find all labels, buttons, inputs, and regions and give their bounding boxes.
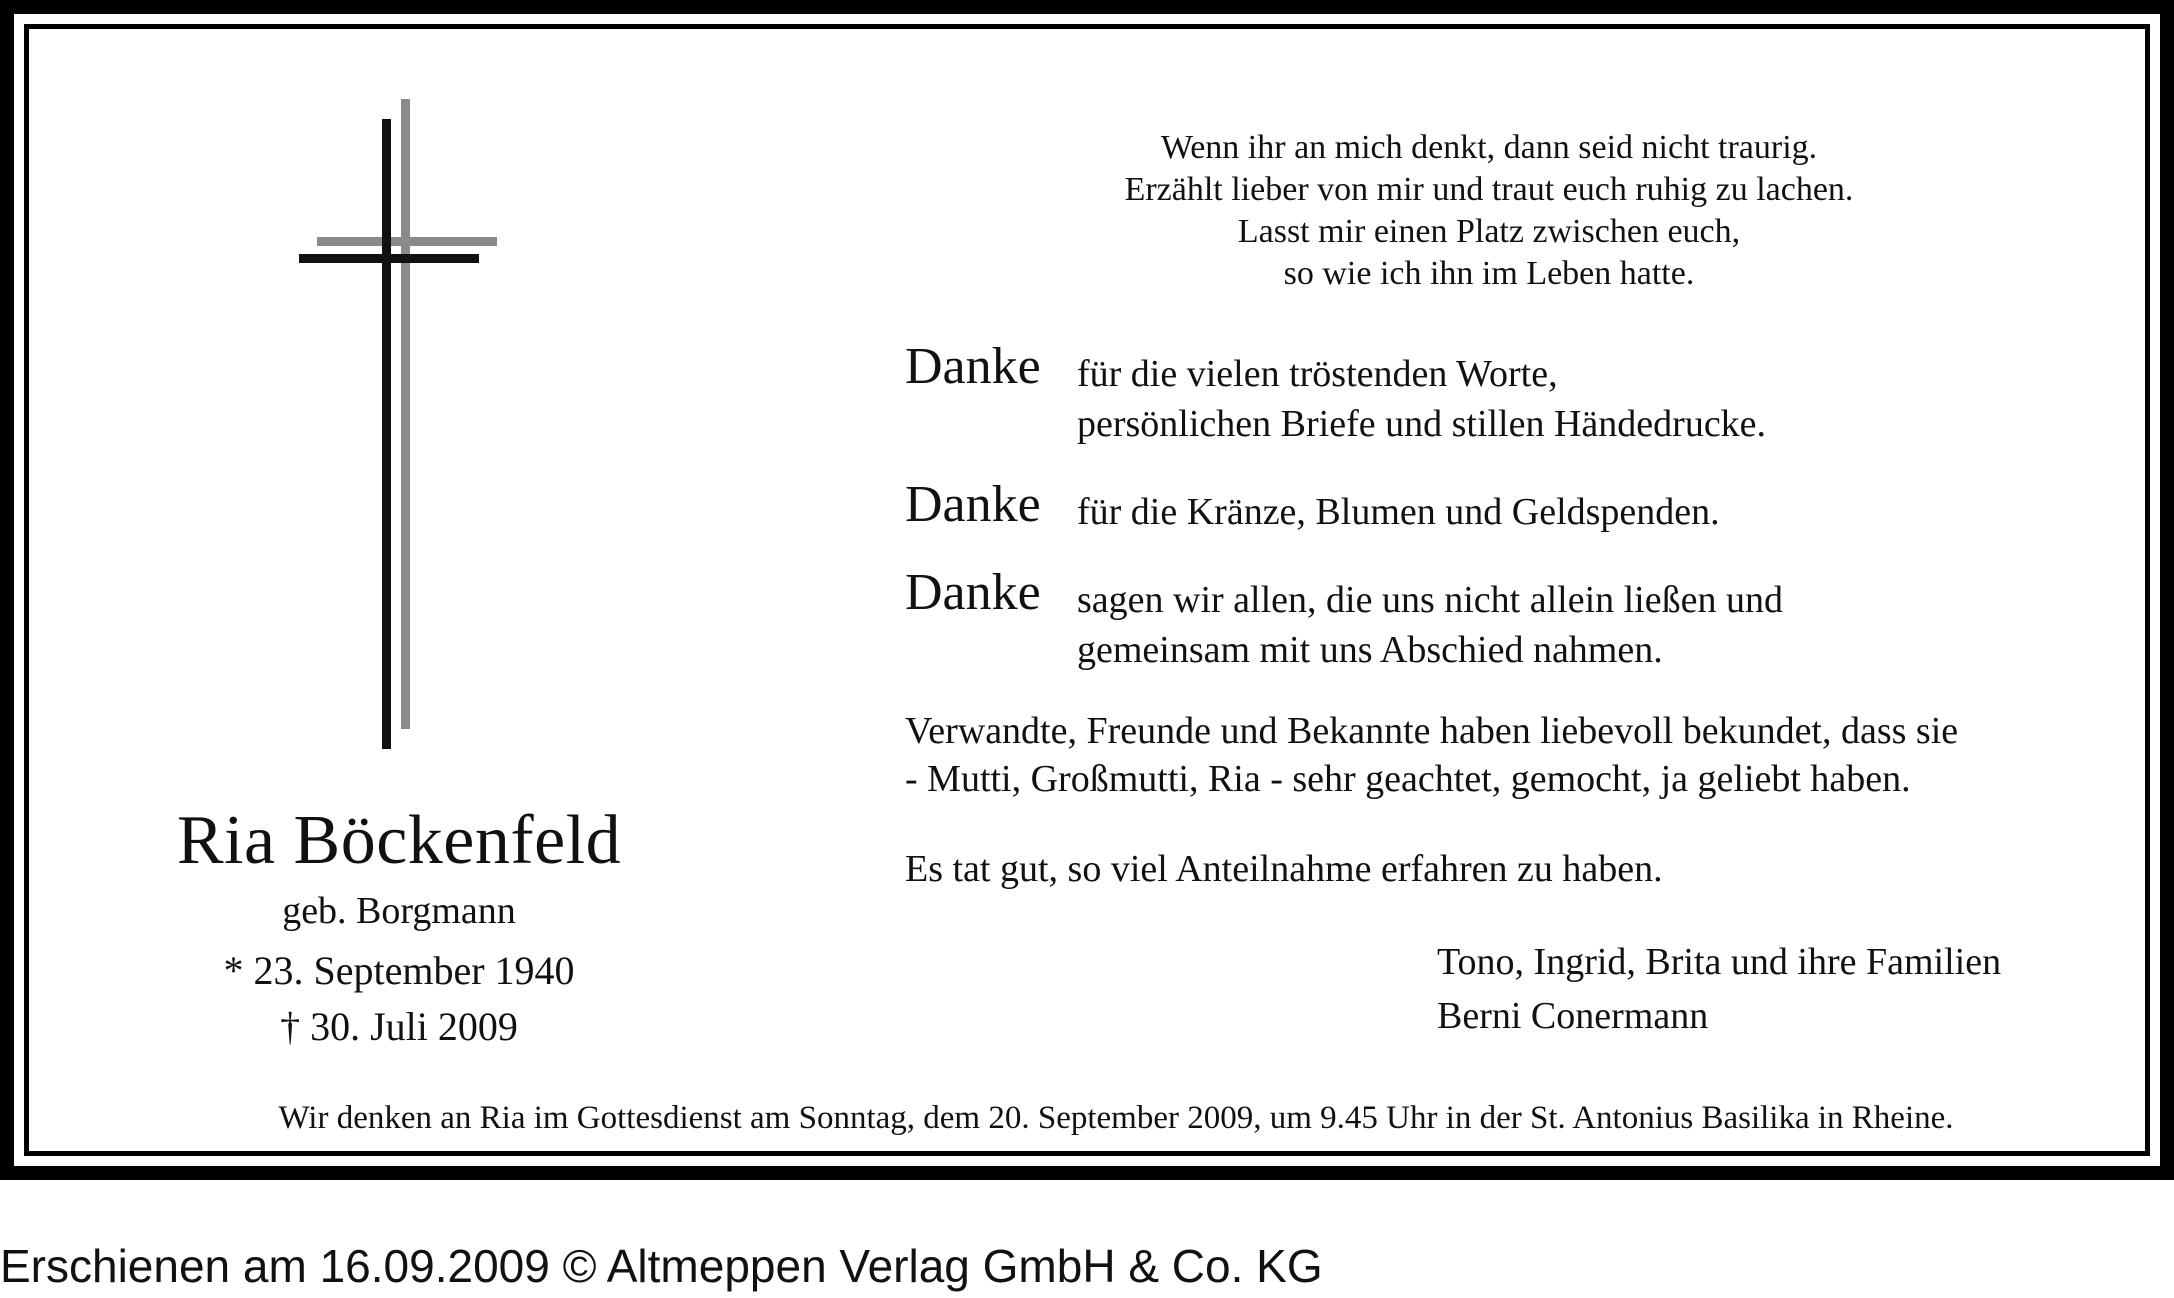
cross-vertical-gray-bar	[401, 99, 410, 729]
cross-horizontal-gray-bar	[317, 237, 497, 246]
family-signature	[1437, 935, 2001, 1043]
memorial-service-text: Wir denken an Ria im Gottesdienst am Sonntag, dem 20. September 2009, um 9.45 Uhr in der St. Antonius Basilika in Rheine.	[278, 1100, 1954, 1136]
tribute-paragraph	[905, 707, 2105, 803]
gratitude-paragraph	[905, 845, 2105, 893]
thanks-line: sagen wir allen, die uns nicht allein ließen und	[1077, 579, 1783, 621]
poem-line: so wie ich ihn im Leben hatte.	[1283, 255, 1695, 292]
publication-footer: Erschienen am 16.09.2009 © Altmeppen Verlag GmbH & Co. KG	[0, 1240, 1323, 1292]
thanks-text	[1077, 339, 1766, 449]
memorial-poem	[1009, 127, 1969, 295]
paragraph-line: Es tat gut, so viel Anteilnahme erfahren zu haben.	[905, 848, 1663, 890]
poem-line: Erzählt lieber von mir und traut euch ruhig zu lachen.	[1124, 171, 1854, 208]
paragraph-line: Verwandte, Freunde und Bekannte haben liebevoll bekundet, dass sie	[905, 710, 1959, 752]
thanks-row	[905, 477, 2105, 537]
poem-line: Wenn ihr an mich denkt, dann seid nicht traurig.	[1160, 129, 1818, 166]
thanks-text	[1077, 477, 1720, 537]
cross-horizontal-black-bar	[299, 254, 479, 263]
thanks-word: Danke	[905, 476, 1041, 533]
thanks-row	[905, 339, 2105, 449]
thanks-row	[905, 565, 2105, 675]
thanks-section	[905, 339, 2105, 703]
maiden-name: geb. Borgmann	[282, 890, 516, 932]
birth-date: * 23. September 1940	[223, 948, 575, 993]
signature-line: Tono, Ingrid, Brita und ihre Familien	[1437, 941, 2002, 983]
thanks-word: Danke	[905, 338, 1041, 395]
cross-icon	[289, 99, 509, 749]
thanks-line: für die Kränze, Blumen und Geldspenden.	[1077, 491, 1720, 533]
thanks-text	[1077, 565, 1783, 675]
poem-line: Lasst mir einen Platz zwischen euch,	[1237, 213, 1741, 250]
cross-vertical-black-bar	[382, 119, 391, 749]
deceased-info	[139, 799, 659, 1055]
deceased-name: Ria Böckenfeld	[176, 802, 622, 879]
death-date: † 30. Juli 2009	[280, 1004, 518, 1049]
thanks-word: Danke	[905, 564, 1041, 621]
thanks-line: persönlichen Briefe und stillen Händedrucke.	[1077, 403, 1767, 445]
signature-line: Berni Conermann	[1437, 995, 1709, 1037]
obituary-notice	[24, 24, 2150, 1156]
thanks-line: gemeinsam mit uns Abschied nahmen.	[1077, 629, 1663, 671]
thanks-line: für die vielen tröstenden Worte,	[1077, 353, 1558, 395]
paragraph-line: - Mutti, Großmutti, Ria - sehr geachtet, gemocht, ja geliebt haben.	[905, 758, 1911, 800]
